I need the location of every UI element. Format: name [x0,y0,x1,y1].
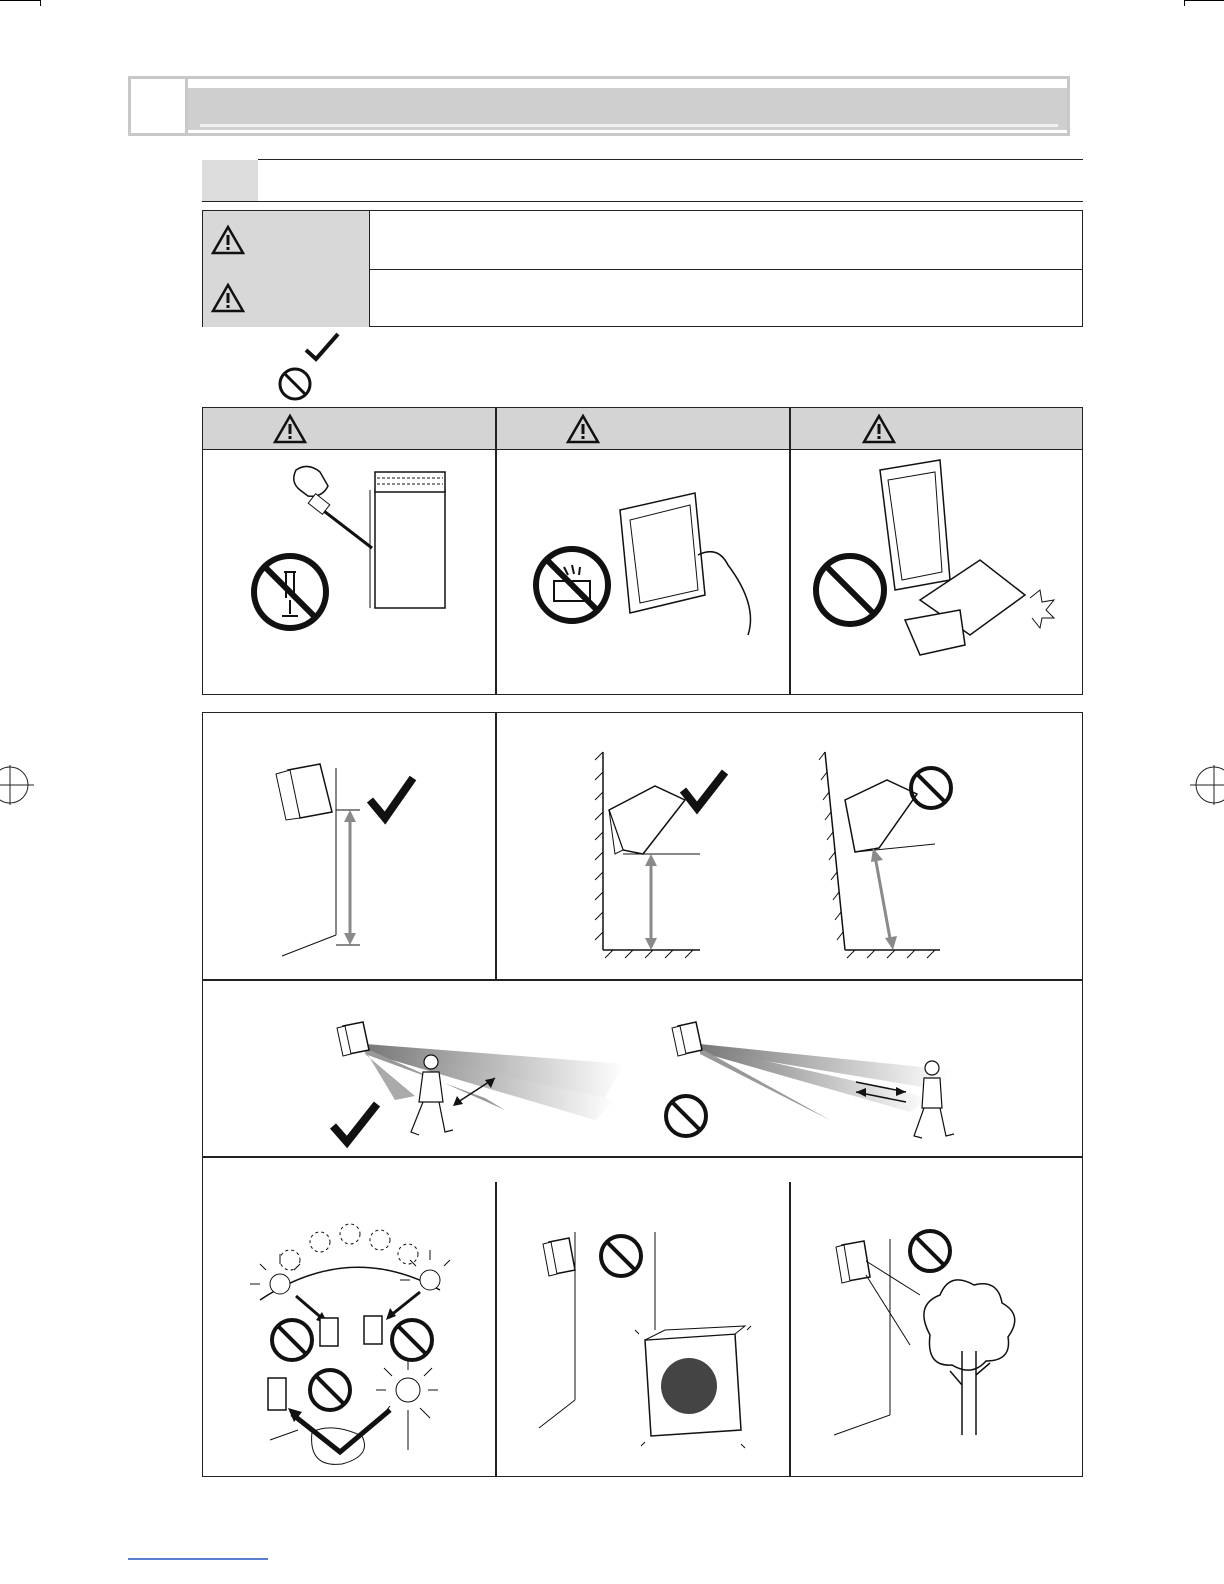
caution-column-header [496,408,790,450]
do-not-disassemble-icon [254,556,326,628]
tilted-wall-prohibited-illustration [825,750,960,960]
do-not-wet-icon [536,549,608,621]
warning-triangle-icon [862,414,896,444]
warning-triangle-icon [566,414,600,444]
subsection-bottom-rule [202,201,1083,202]
checkmark-icon [304,332,340,362]
sensor-unit-falling [880,460,950,590]
do-not-disassemble-illustration [240,460,460,640]
panel-divider [495,713,497,979]
checkmark-icon [683,772,725,808]
crop-mark [40,0,41,6]
prohibited-icon [310,1370,350,1410]
near-outdoor-unit-prohibited-illustration [535,1230,755,1450]
panel-divider [789,1182,791,1476]
footer-link-underline [128,1558,268,1560]
panel-divider [203,1156,1082,1158]
sensor-unit-open [370,472,445,608]
prohibited-icon [272,1320,312,1360]
prohibited-icon [277,366,313,402]
near-trees-prohibited-illustration [830,1225,1030,1445]
subsection-marker [202,160,258,202]
section-title-underline [200,124,1058,127]
tree-icon [924,1280,1015,1435]
registration-mark-left [0,765,40,805]
checkmark-icon [333,1104,377,1142]
column-divider [495,408,497,694]
warning-triangle-icon [273,414,307,444]
warning-triangle-icon [211,225,245,255]
vertical-wall-correct-illustration [595,750,735,960]
warning-table [202,210,1083,327]
panel-divider [495,1182,497,1476]
caution-column-header [203,408,496,450]
prohibited-icon [816,556,884,624]
prohibited-icon [392,1320,432,1360]
caution-label [203,269,370,327]
column-divider [789,408,791,694]
outdoor-unit [635,1326,751,1448]
direct-sunlight-prohibited-illustration [240,1220,460,1470]
prohibited-icon [666,1096,706,1136]
warning-label [203,211,370,269]
do-not-wet-illustration [530,485,770,635]
subsection-top-rule [258,159,1083,160]
prohibited-icon [601,1236,641,1276]
panel-divider [203,979,1082,981]
checkmark-icon [370,778,413,818]
crop-mark [1184,0,1185,6]
caution-column-header [790,408,1082,450]
screwdriver-hand [294,466,372,548]
registration-mark-right [1184,765,1224,805]
do-not-drop-illustration [810,460,1060,670]
walk-across-detection-correct-illustration [325,1020,635,1150]
mounting-height-correct-illustration [270,760,430,965]
sensor-unit-tilted [620,493,705,613]
warning-row [203,269,1082,327]
warning-triangle-icon [211,283,245,313]
warning-row [203,211,1082,270]
crop-mark [0,0,40,1]
prohibited-icon [910,1231,950,1271]
crop-mark [1184,0,1224,1]
walk-toward-detection-prohibited-illustration [660,1020,970,1150]
prohibited-icon [911,768,951,808]
section-number-box [131,79,188,133]
